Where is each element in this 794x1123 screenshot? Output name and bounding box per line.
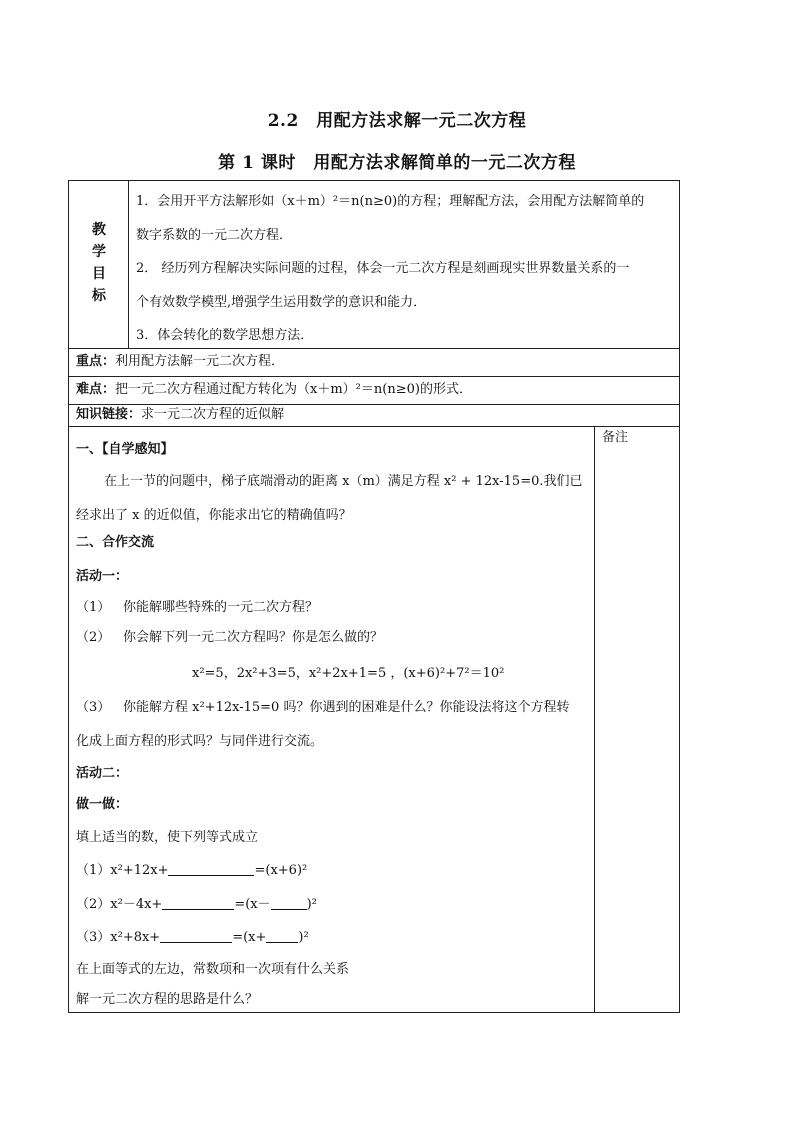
lesson-subtitle: 第 1 课时 用配方法求解简单的一元二次方程 bbox=[218, 153, 576, 173]
objectives-divider bbox=[128, 180, 129, 348]
fill-1-blank[interactable] bbox=[168, 863, 254, 876]
fill-3-blank-2[interactable] bbox=[266, 930, 298, 943]
section-1-paragraph-line-2: 经求出了 x 的近似值，你能求出它的精确值吗？ bbox=[76, 508, 352, 523]
section-1-heading: 一、【自学感知】 bbox=[76, 442, 174, 457]
label-char: 教 bbox=[92, 222, 106, 238]
question-1-number: （1） bbox=[76, 600, 111, 615]
fill-3-right: )² bbox=[298, 930, 309, 945]
page-title: 2.2 用配方法求解一元二次方程 bbox=[267, 111, 527, 131]
table-border-bottom bbox=[68, 1012, 680, 1013]
link-text: 求一元二次方程的近似解 bbox=[141, 407, 285, 422]
fill-2-right: )² bbox=[306, 897, 317, 912]
link-label: 知识链接： bbox=[76, 407, 142, 422]
row-line-2 bbox=[68, 376, 680, 377]
fill-intro: 填上适当的数，使下列等式成立 bbox=[76, 830, 259, 845]
difficulty-row bbox=[76, 380, 472, 400]
difficulty-text: 把一元二次方程通过配方转化为（x＋m）²＝n(n≥0)的形式． bbox=[115, 382, 472, 397]
fill-1-left: （1）x²+12x+ bbox=[76, 863, 169, 878]
row-line-1 bbox=[68, 348, 680, 349]
table-border-left bbox=[68, 180, 69, 1013]
row-line-4 bbox=[68, 426, 680, 427]
fill-1-right: =(x+6)² bbox=[254, 863, 308, 878]
section-2-heading: 二、合作交流 bbox=[76, 535, 155, 550]
fill-row-2 bbox=[76, 895, 317, 915]
keypoint-text: 利用配方法解一元二次方程． bbox=[115, 354, 285, 369]
question-2: 你会解下列一元二次方程吗？你是怎么做的？ bbox=[123, 630, 384, 645]
objective-1-line-2: 数字系数的一元二次方程． bbox=[136, 228, 293, 243]
fill-3-blank-1[interactable] bbox=[160, 930, 232, 943]
fill-3-mid: =(x+ bbox=[232, 930, 267, 945]
equations-list: x²=5，2x²+3=5，x²+2x+1=5 ，(x+6)²+7²＝10² bbox=[192, 666, 505, 681]
fill-3-left: （3）x²+8x+ bbox=[76, 930, 161, 945]
remarks-divider bbox=[594, 426, 595, 1013]
fill-2-left: （2）x²－4x+ bbox=[76, 897, 163, 912]
fill-row-3 bbox=[76, 928, 309, 948]
label-char: 学 bbox=[92, 244, 106, 260]
question-3-number: （3） bbox=[76, 700, 111, 715]
question-3-line-2: 化成上面方程的形式吗？与同伴进行交流。 bbox=[76, 734, 324, 749]
keypoint-label: 重点： bbox=[76, 354, 116, 369]
fill-row-1 bbox=[76, 861, 307, 881]
table-border-right bbox=[679, 180, 680, 1013]
objective-1-line-1: 1．会用开平方法解形如（x＋m）²＝n(n≥0)的方程；理解配方法，会用配方法解简单的 bbox=[136, 194, 645, 209]
note-1: 在上面等式的左边，常数项和一次项有什么关系 bbox=[76, 962, 350, 977]
question-3-line-1: 你能解方程 x²+12x-15=0 吗？你遇到的困难是什么？你能设法将这个方程转 bbox=[123, 700, 570, 715]
fill-2-blank-1[interactable] bbox=[162, 897, 234, 910]
objective-2-line-1: 2． 经历列方程解决实际问题的过程，体会一元二次方程是刻画现实世界数量关系的一 bbox=[136, 261, 630, 276]
question-2-number: （2） bbox=[76, 630, 111, 645]
note-2: 解一元二次方程的思路是什么？ bbox=[76, 992, 259, 1007]
activity-1-heading: 活动一： bbox=[76, 569, 129, 584]
section-1-paragraph-line-1: 在上一节的问题中，梯子底端滑动的距离 x（m）满足方程 x² + 12x-15=0.我们已 bbox=[104, 474, 583, 489]
try-it-heading: 做一做： bbox=[76, 797, 129, 812]
objective-2-line-2: 个有效数学模型,增强学生运用数学的意识和能力． bbox=[136, 295, 427, 310]
keypoint-row bbox=[76, 352, 284, 372]
remarks-label: 备注 bbox=[602, 430, 629, 445]
label-char: 目 bbox=[92, 266, 106, 282]
question-1: 你能解哪些特殊的一元二次方程？ bbox=[123, 600, 319, 615]
label-char: 标 bbox=[92, 288, 106, 304]
table-border-top bbox=[68, 180, 680, 181]
link-row bbox=[76, 405, 284, 425]
difficulty-label: 难点： bbox=[76, 382, 116, 397]
objective-3: 3．体会转化的数学思想方法． bbox=[136, 328, 314, 343]
activity-2-heading: 活动二： bbox=[76, 766, 129, 781]
fill-2-blank-2[interactable] bbox=[271, 897, 307, 910]
fill-2-mid: =(x－ bbox=[234, 897, 271, 912]
